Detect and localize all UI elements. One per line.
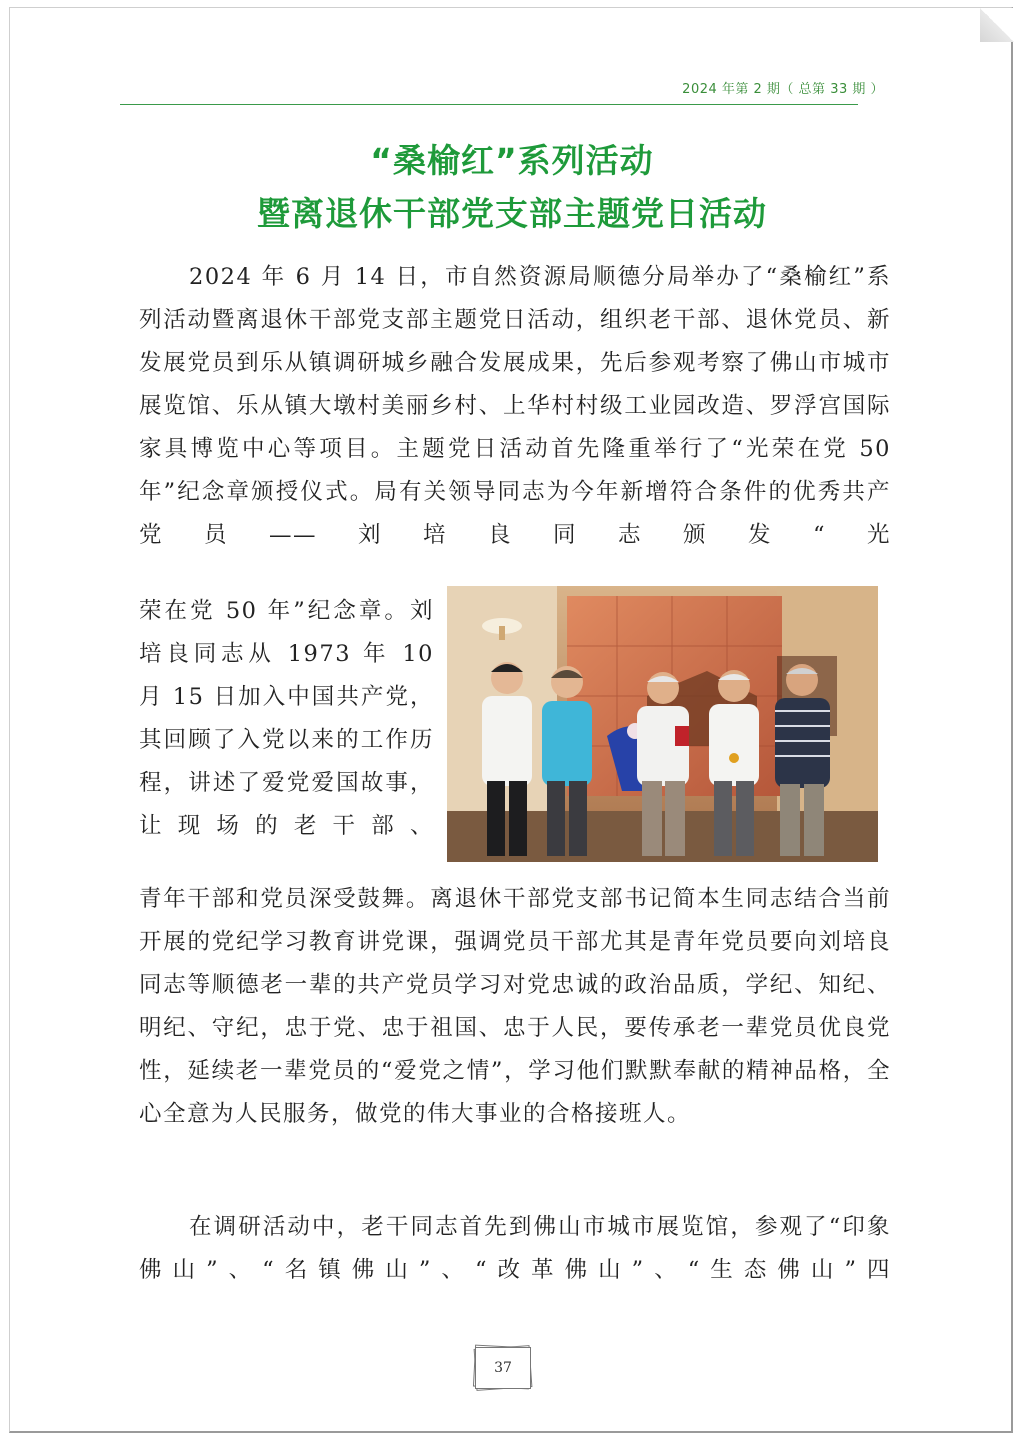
header-rule	[120, 104, 858, 105]
paragraph-3: 在调研活动中，老干同志首先到佛山市城市展览馆，参观了“印象佛山”、“名镇佛山”、“改革佛山”、“生态佛山”四	[139, 1214, 891, 1283]
page-number-box	[473, 1344, 531, 1390]
group-photo	[447, 586, 878, 862]
issue-label: 2024 年第 2 期（ 总第 33 期 ）	[682, 82, 884, 97]
article-title-line1: “桑榆红”系列活动	[370, 141, 654, 180]
page-corner-fold	[980, 8, 1014, 42]
paragraph-2: 青年干部和党员深受鼓舞。离退休干部党支部书记简本生同志结合当前开展的党纪学习教育讲党课，强调党员干部尤其是青年党员要向刘培良同志等顺德老一辈的共产党员学习对党忠诚的政治品质，学纪、知纪、明纪、守纪，忠于党、忠于祖国、忠于人民，要传承老一辈党员优良党性，延续老一辈党员的“爱党之情”，学习他们默默奉献的精神品格，全心全意为人民服务，做党的伟大事业的合格接班人。	[139, 886, 891, 1127]
paragraph-wrap-text: 荣在党 50 年”纪念章。刘培良同志从 1973 年 10 月 15 日加入中国共产党，其回顾了入党以来的工作历程，讲述了爱党爱国故事，让现场的老干部、	[139, 598, 434, 839]
page-number: 37	[494, 1360, 512, 1376]
paragraph-1: 2024 年 6 月 14 日，市自然资源局顺德分局举办了“桑榆红”系列活动暨离退休干部党支部主题党日活动，组织老干部、退休党员、新发展党员到乐从镇调研城乡融合发展成果，先后参观考察了佛山市城市展览馆、乐从镇大墩村美丽乡村、上华村村级工业园改造、罗浮宫国际家具博览中心等项目。主题党日活动首先隆重举行了“光荣在党 50 年”纪念章颁授仪式。局有关领导同志为今年新增符合条件的优秀共产党员——刘培良同志颁发“光	[139, 264, 891, 548]
article-title-line2: 暨离退休干部党支部主题党日活动	[257, 194, 767, 233]
